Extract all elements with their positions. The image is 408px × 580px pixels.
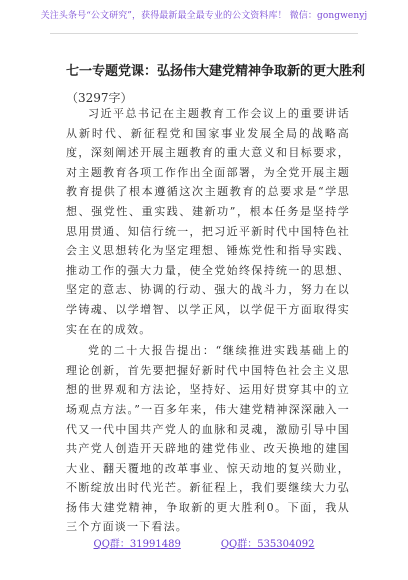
word-count: （3297字） bbox=[66, 91, 133, 105]
header-note: 关注头条号“公文研究”，获得最新最全最专业的公文资料库！ 微信：gongwenyj bbox=[40, 11, 368, 21]
document-title: 七一专题党课：弘扬伟大建党精神争取新的更大胜利 bbox=[66, 64, 366, 79]
qq-group-1[interactable]: QQ群：31991489 bbox=[93, 539, 181, 550]
qq-group-2[interactable]: QQ群：535304092 bbox=[220, 539, 315, 550]
footer-contacts bbox=[0, 538, 408, 552]
paragraph-2: 党的二十大报告提出：“继续推进实践基础上的理论创新，首先要把握好新时代中国特色社会主义思想的世界观和方法论，坚持好、运用好贯穿其中的立场观点方法。”一百多年来，伟大建党精神深深融入一代又一代中国共产党人的血脉和灵魂，激励引导中国共产党人创造开天辟地的建党伟业、改天换地的建国大业、翻天覆地的改革事业、惊天动地的复兴勋业，不断绽放出时代光芒。新征程上，我们要继续大力弘扬伟大建党精神，争取新的更大胜利0。下面，我从三个方面谈一下看法。 bbox=[66, 344, 350, 534]
header-divider bbox=[50, 33, 358, 34]
paragraph-1: 习近平总书记在主题教育工作会议上的重要讲话从新时代、新征程党和国家事业发展全局的战略高度，深刻阐述开展主题教育的重大意义和目标要求，对主题教育各项工作作出全面部署，为全党开展主题教育提供了根本遵循这次主题教育的总要求是“学思想、强党性、重实践、建新功”，根本任务是坚持学思用贯通、知信行统一，把习近平新时代中国特色社会主义思想转化为坚定理想、锤炼党性和指导实践、推动工作的强大力量，使全党始终保持统一的思想、坚定的意志、协调的行动、强大的战斗力，努力在以学铸魂、以学增智、以学正风，以学促干方面取得实实在在的成效。 bbox=[66, 107, 350, 336]
document-body bbox=[66, 104, 350, 537]
